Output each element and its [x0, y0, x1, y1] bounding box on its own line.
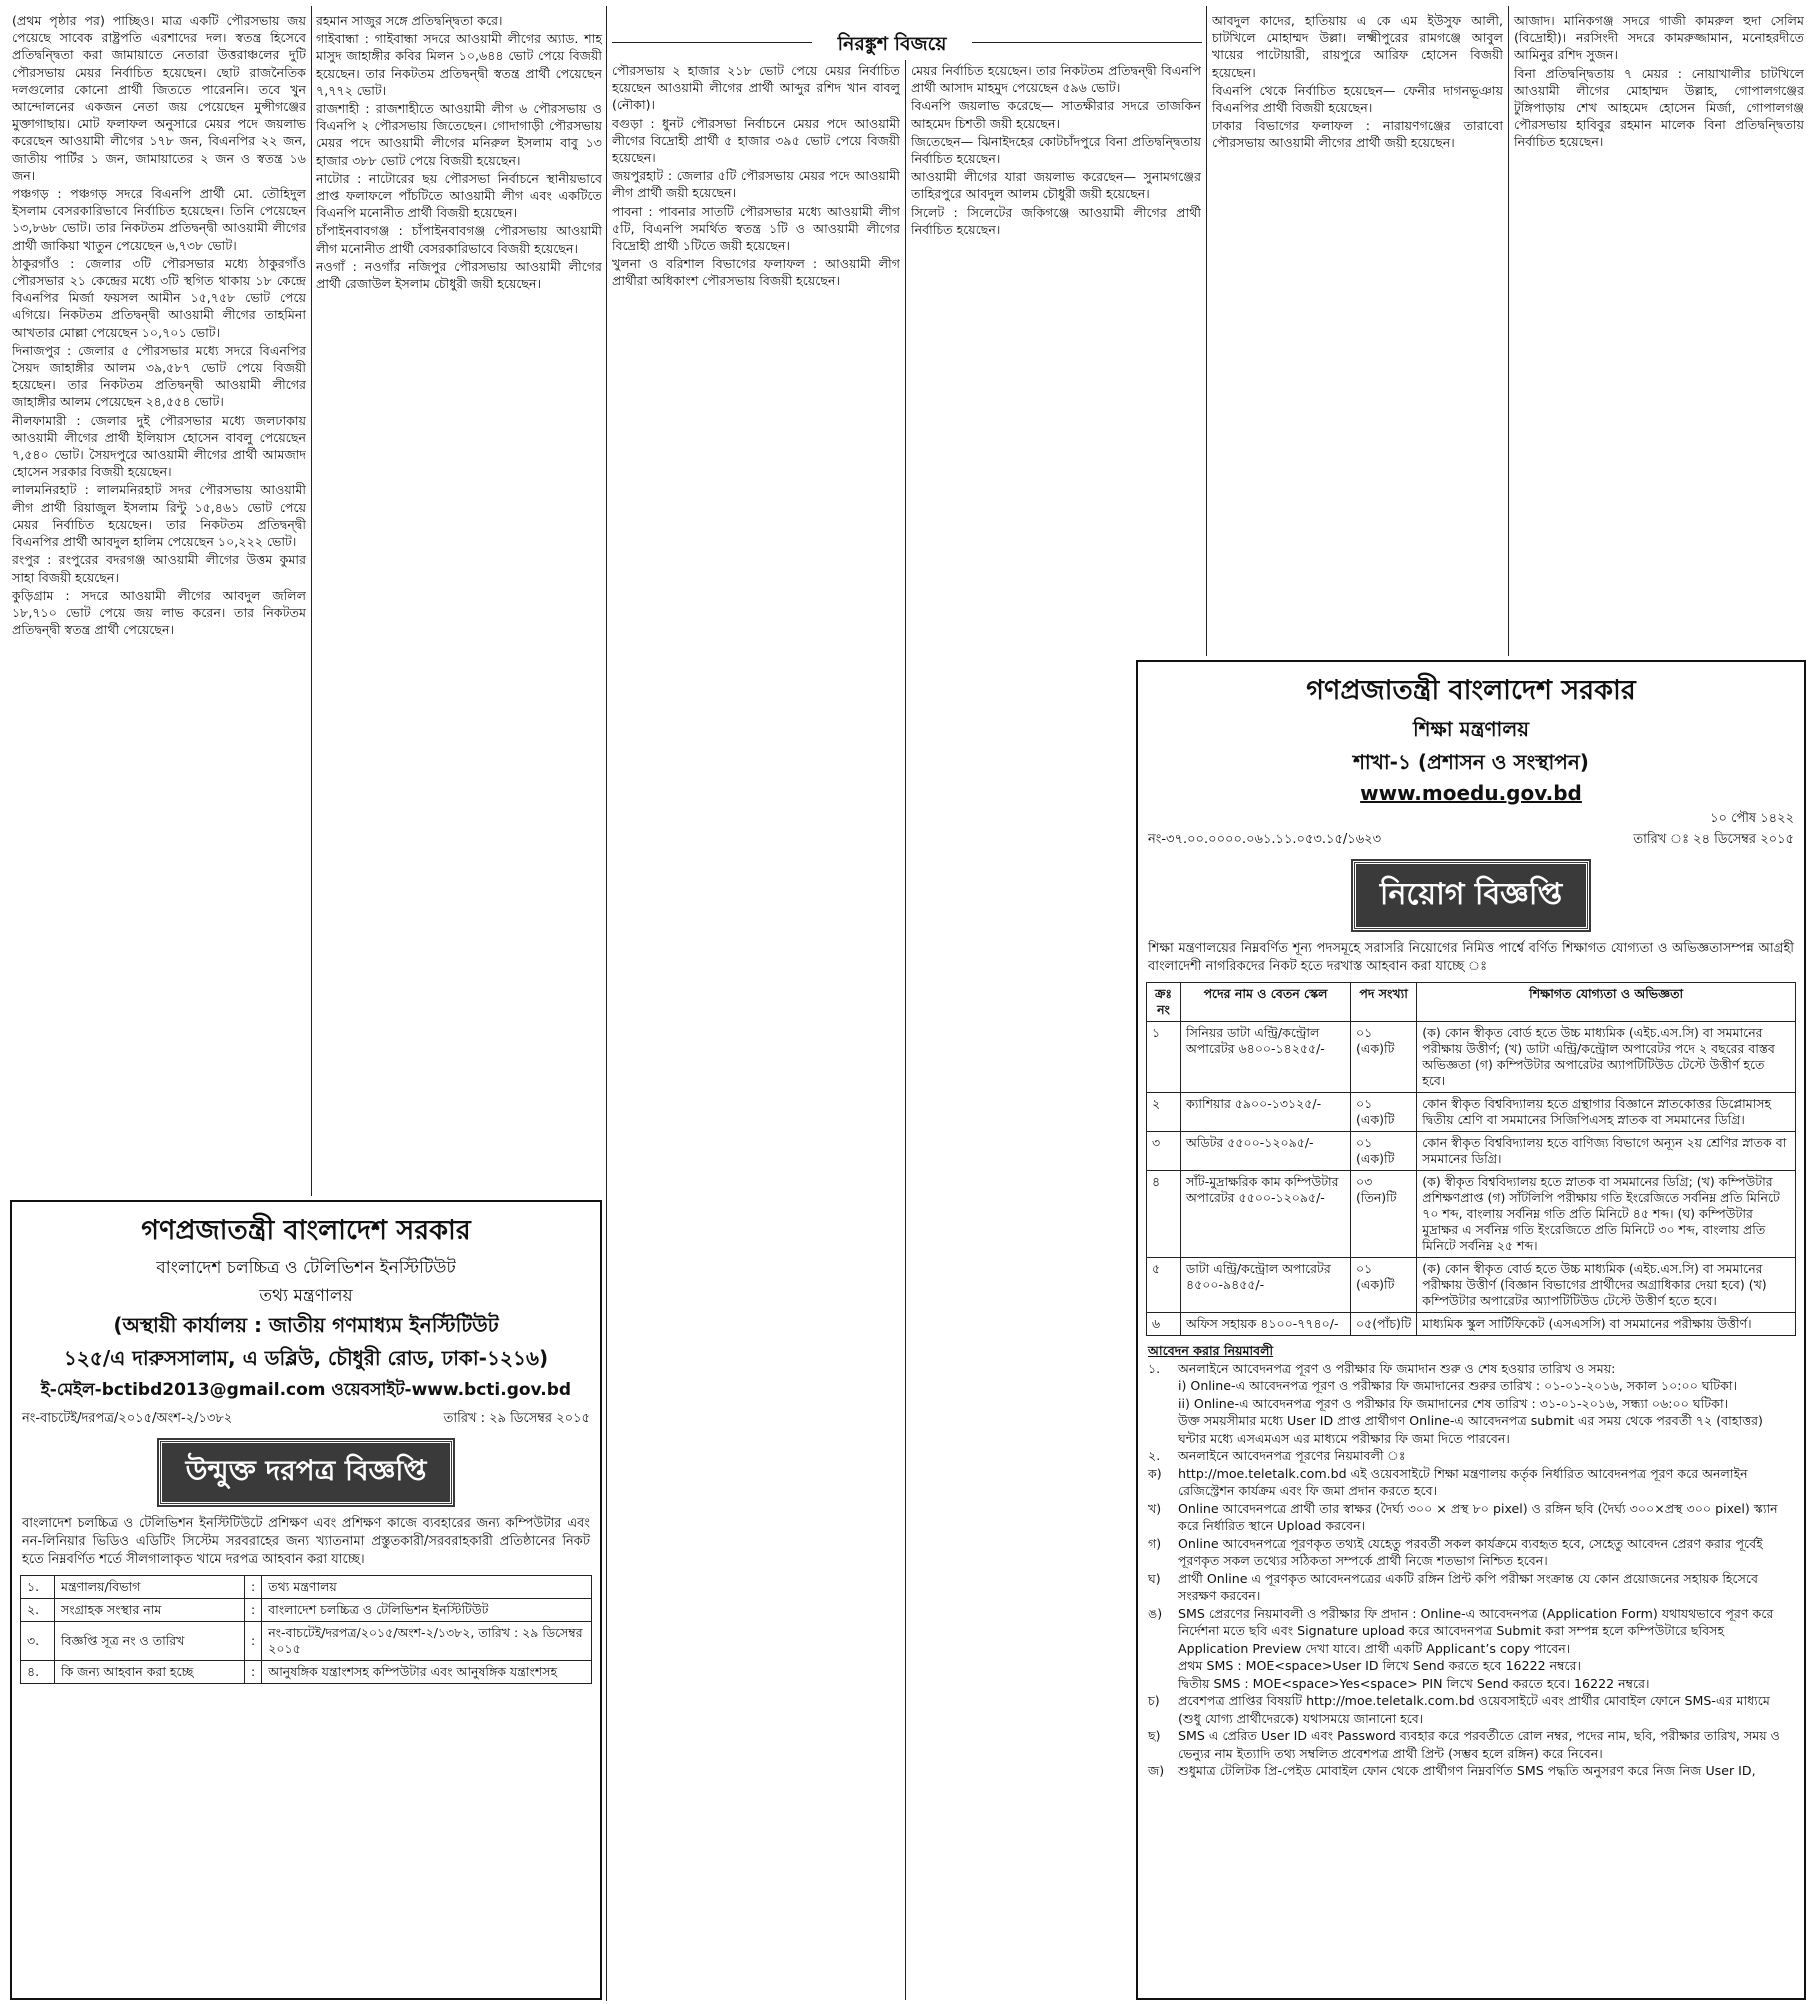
table-row [1147, 1171, 1796, 1258]
rule-text: Online আবেদনপত্রে পূরণকৃত তথ্যই যেহেতু পরবর্তী সকল কার্যক্রমে ব্যবহৃত হবে, সেহেতু আবেদন প্রেরণ করার পূর্বেই পূরণকৃত সকল তথ্যের সঠিকতা সম্পর্কে প্রার্থী নিজে শতভাগ নিশ্চিত হবেন। [1178, 1535, 1763, 1568]
cell: ৩. [21, 1622, 55, 1661]
rule-text: Online আবেদনপত্রে প্রার্থী তার স্বাক্ষর (দৈর্ঘ্য ৩০০ × প্রস্থ ৮০ pixel) ও রঙ্গিন ছবি (দৈর্ঘ্য ৩০০×প্রস্থ ৩০০ pixel) স্ক্যান করে নির্ধারিত স্থানে Upload করবেন। [1178, 1500, 1778, 1533]
table-row [1147, 1313, 1796, 1336]
cell: কি জন্য আহবান করা হচ্ছে [55, 1661, 245, 1684]
notice-address: ১২৫/এ দারুসসালাম, এ ডব্লিউ, চৌধুরী রোড, ঢাকা-১২১৬) [63, 1346, 549, 1370]
paragraph: রাজশাহী : রাজশাহীতে আওয়ামী লীগ ৬ পৌরসভায় ও বিএনপি ২ পৌরসভায় জিতেছেন। গোদাগাড়ী পৌরসভায় মেয়র পদে আওয়ামী লীগের মনিরুল ইসলাম বাবু ১৩ হাজার ৩৮৮ ভোট পেয়ে বিজয়ী হয়েছেন। [316, 101, 602, 168]
cell: ক্যাশিয়ার ৫৯০০-১৩১২৫/- [1181, 1093, 1351, 1132]
table-row [1147, 1258, 1796, 1313]
paragraph: পাবনা : পাবনার সাতটি পৌরসভার মধ্যে আওয়ামী লীগ ৫টি, বিএনপি সমর্থিত স্বতন্ত্র ১টি ও আওয়ামী লীগের বিদ্রোহী প্রার্থী ১টিতে জয়ী হয়েছেন। [612, 203, 900, 254]
table-row [21, 1576, 592, 1599]
paragraph: জিতেছেন— ঝিনাইদহের কোটচাঁদপুরে বিনা প্রতিদ্বন্দ্বিতায় নির্বাচিত হয়েছেন। [911, 133, 1201, 167]
application-rules [1138, 1342, 1804, 1780]
cell: ০১ (এক)টি [1351, 1022, 1417, 1093]
cell: সংগ্রাহক সংস্থার নাম [55, 1599, 245, 1622]
paragraph: আওয়ামী লীগের যারা জয়লাভ করেছেন— সুনামগঞ্জের তাহিরপুরে আবদুল আলম চৌধুরী জয়ী হয়েছেন। [911, 169, 1201, 202]
table-row [21, 1661, 592, 1684]
column-header: ক্রঃ নং [1147, 983, 1181, 1022]
cell: ০১ (এক)টি [1351, 1258, 1417, 1313]
cell: ০৩ (তিন)টি [1351, 1171, 1417, 1258]
rule-text: অনলাইনে আবেদনপত্র পূরণের নিয়মাবলী ঃ [1178, 1448, 1406, 1463]
table-row [21, 1599, 592, 1622]
cell: মন্ত্রণালয়/বিভাগ [55, 1576, 245, 1599]
rule-item [1148, 1692, 1794, 1727]
cell: আনুষঙ্গিক যন্ত্রাংশসহ কম্পিউটার এবং আনুষঙ্গিক যন্ত্রাংশসহ [262, 1661, 592, 1684]
table-row [1147, 1132, 1796, 1171]
notice-ministry: শিক্ষা মন্ত্রণালয় [1412, 717, 1530, 741]
rules-heading: আবেদন করার নিয়মাবলী [1148, 1343, 1274, 1358]
cell: ২ [1147, 1093, 1181, 1132]
table-row [21, 1622, 592, 1661]
cell: ০১ (এক)টি [1351, 1093, 1417, 1132]
paragraph: পৌরসভায় ২ হাজার ২১৮ ভোট পেয়ে মেয়র নির্বাচিত হয়েছেন আওয়ামী লীগের প্রার্থী আব্দুর রশিদ খান বাবলু (নৌকা)। [612, 63, 900, 113]
table-row [1147, 1022, 1796, 1093]
rule-item [1148, 1535, 1794, 1570]
rule-item [1148, 1762, 1794, 1780]
cell: ৪ [1147, 1171, 1181, 1258]
tender-intro: বাংলাদেশ চলচ্চিত্র ও টেলিভিশন ইনস্টিটিউটে প্রশিক্ষণ এবং প্রশিক্ষণ কাজে ব্যবহারের জন্য কম্পিউটার এবং নন-লিনিয়ার ভিডিও এডিটিং সিস্টেম সরবরাহের জন্য খ্যাতনামা প্রস্তুতকারী/সরবরাহকারী প্রতিষ্ঠানের নিকট হতে নিম্নবর্ণিত শর্তে সীলগালাকৃত খামে দরপত্র আহবান করা যাচ্ছে। [22, 1516, 590, 1567]
rule-key: ১. [1148, 1360, 1161, 1376]
rule-text: উক্ত সময়সীমার মধ্যে User ID প্রাপ্ত প্রার্থীগণ Online-এ আবেদনপত্র submit এর সময় থেকে পরবর্তী ৭২ (বাহাত্তর) ঘন্টার মধ্যে এসএমএস এর মাধ্যমে পরীক্ষার ফি জমা দিতে পারবেন। [1178, 1413, 1763, 1446]
rule-item [1148, 1360, 1794, 1378]
article-column-1 [12, 12, 306, 1192]
paragraph: বগুড়া : ধুনট পৌরসভা নির্বাচনে মেয়র পদে আওয়ামী লীগের বিদ্রোহী প্রার্থী ৫ হাজার ৩৯৫ ভোট পেয়ে বিজয়ী হয়েছেন। [612, 115, 900, 166]
notice-office: (অস্থায়ী কার্যালয় : জাতীয় গণমাধ্যম ইনস্টিটিউট [113, 1313, 499, 1337]
paragraph: নওগাঁ : নওগাঁর নজিপুর পৌরসভায় আওয়ামী লীগের প্রার্থী রেজাউল ইসলাম চৌধুরী জয়ী হয়েছেন। [316, 258, 602, 292]
column-header: শিক্ষাগত যোগ্যতা ও অভিজ্ঞতা [1417, 983, 1796, 1022]
cell: ১. [21, 1576, 55, 1599]
cell: (ক) স্বীকৃত বিশ্ববিদ্যালয় হতে স্নাতক বা সমমানের ডিগ্রি; (খ) কম্পিউটার প্রশিক্ষণপ্রাপ্ত (গ) সাঁটলিপি পরীক্ষায় গতি ইংরেজিতে সর্বনিম্ন প্রতি মিনিটে ৭০ শব্দ, বাংলায় সর্বনিম্ন গতি প্রতি মিনিটে ৪৫ শব্দ। (ঘ) কম্পিউটার মুদ্রাক্ষর এ সর্বনিম্ন গতি ইংরেজিতে প্রতি মিনিটে ৩০ শব্দ, বাংলায় প্রতি মিনিটে সর্বনিম্ন ২৫ শব্দ। [1417, 1171, 1796, 1258]
cell: বিজ্ঞপ্তি সূত্র নং ও তারিখ [55, 1622, 245, 1661]
rule-key [1148, 1395, 1172, 1413]
rule-item [1148, 1657, 1794, 1675]
rule-text: SMS প্রেরণের নিয়মাবলী ও পরীক্ষার ফি প্রদান : Online-এ আবেদনপত্র (Application Form) যথাযথভাবে পূরণ করে নির্দেশনা মতে ছবি এবং Signature upload করে আবেদনপত্র Submit করা সম্পন্ন হলে কম্পিউটারে ছবিসহ Application Preview দেখা যাবে। প্রার্থী একটি Applicant’s copy পাবেন। [1178, 1605, 1774, 1656]
notice-branch: শাখা-১ (প্রশাসন ও সংস্থাপন) [1353, 750, 1589, 774]
article-column-5 [1212, 12, 1503, 652]
notice-institute: বাংলাদেশ চলচ্চিত্র ও টেলিভিশন ইনস্টিটিউট [156, 1258, 456, 1278]
cell: ৫ [1147, 1258, 1181, 1313]
notice-title: গণপ্রজাতন্ত্রী বাংলাদেশ সরকার [1306, 675, 1636, 706]
rule-item [1148, 1465, 1794, 1500]
notice-date: তারিখ : ২৯ ডিসেম্বর ২০১৫ [443, 1411, 590, 1426]
rule-item [1148, 1500, 1794, 1535]
column-divider [905, 60, 906, 2000]
tender-notice [10, 1200, 602, 2000]
column-header: পদের নাম ও বেতন স্কেল [1181, 983, 1351, 1022]
memo-number: নং-৩৭.০০.০০০০.০৬১.১১.০৫৩.১৫/১৬২৩ [1148, 832, 1382, 847]
paragraph: মেয়র নির্বাচিত হয়েছেন। তার নিকটতম প্রতিদ্বন্দ্বী বিএনপি প্রার্থী আসাদ মাহমুদ পেয়েছেন ৫৯৬ ভোট। [911, 63, 1201, 96]
cell: ৪. [21, 1661, 55, 1684]
cell: সাঁট-মুদ্রাক্ষরিক কাম কম্পিউটার অপারেটর ৫৫০০-১২০৯৫/- [1181, 1171, 1351, 1258]
notice-intro: শিক্ষা মন্ত্রণালয়ের নিম্নবর্ণিত শূন্য পদসমূহে সরাসরি নিয়োগের নিমিত্ত পার্শ্বে বর্ণিত শিক্ষাগত যোগ্যতা ও অভিজ্ঞতাসম্পন্ন আগ্রহী বাংলাদেশী নাগরিকদের নিকট হতে দরখাস্ত আহবান করা যাচ্ছে ঃ [1148, 941, 1794, 974]
paragraph: (প্রথম পৃষ্ঠার পর) পাচ্ছিও। মাত্র একটি পৌরসভায় জয় পেয়েছে সাবেক রাষ্ট্রপতি এরশাদের দল। স্বতন্ত্র হিসেবে প্রতিদ্বন্দ্বিতা করা জামায়াতে নেতারা উত্তরাঞ্চলের দুটি পৌরসভায় মেয়র নির্বাচিত হয়েছেন। ছোট রাজনৈতিক দলগুলোর কোনো প্রার্থী জিততে পারেননি। তবে খুন আন্দোলনের একজন নেতা জয় পেয়েছেন মুন্সীগঞ্জের মুক্তাগাছায়। মোট ফলাফল অনুসারে মেয়র পদে জয়লাভ করেছেন আওয়ামী লীগের ১৭৮ জন, বিএনপির ২২ জন, জাতীয় পার্টির ১ জন, জামায়াতের ২ জন ও স্বতন্ত্র ১৬ জন। [12, 13, 306, 183]
date-english: ২৪ ডিসেম্বর ২০১৫ [1693, 832, 1794, 847]
article-column-2 [316, 12, 602, 1192]
cell: মাধ্যমিক স্কুল সার্টিফিকেট (এসএসসি) বা সমমানের পরীক্ষায় উত্তীর্ণ। [1417, 1313, 1796, 1336]
notice-contact: ই-মেইল-bctibd2013@gmail.com ওয়েবসাইট-www.bcti.gov.bd [40, 1380, 572, 1400]
tender-table [20, 1575, 592, 1684]
column-header: পদ সংখ্যা [1351, 983, 1417, 1022]
paragraph: কুড়িগ্রাম : সদরে আওয়ামী লীগের আবদুল জলিল ১৮,৭১০ ভোট পেয়ে জয় লাভ করেন। তার নিকটতম প্রতিদ্বন্দ্বী স্বতন্ত্র প্রার্থী পেয়েছেন। [12, 587, 306, 638]
notice-memo-row [1138, 830, 1804, 851]
cell: (ক) কোন স্বীকৃত বোর্ড হতে উচ্চ মাধ্যমিক (এইচ.এস.সি) বা সমমানের পরীক্ষায় উত্তীর্ণ; (খ) ডাটা এন্ট্রি/কন্ট্রোল অপারেটর পদে ২ বছরের বাস্তব অভিজ্ঞতা (গ) কম্পিউটার অপারেটর অ্যাপটিটিউড টেস্টে উত্তীর্ণ হতে হবে। [1417, 1022, 1796, 1093]
column-divider [606, 6, 607, 2001]
cell: কোন স্বীকৃত বিশ্ববিদ্যালয় হতে গ্রন্থাগার বিজ্ঞানে স্নাতকোত্তর ডিপ্লোমাসহ দ্বিতীয় শ্রেণি বা সমমানের সিজিপিএসহ স্নাতক বা সমমানের ডিগ্রি। [1417, 1093, 1796, 1132]
date-label: তারিখ ঃ [1633, 832, 1690, 847]
date-bangla: ১০ পৌষ ১৪২২ [1710, 811, 1794, 826]
ministry-website-link[interactable]: www.moedu.gov.bd [1360, 781, 1582, 805]
rule-key: খ) [1148, 1500, 1162, 1516]
paragraph: আজাদ। মানিকগঞ্জ সদরে গাজী কামরুল হুদা সেলিম (বিদ্রোহী)। নরসিংদী সদরে কামরুজ্জামান, মনোহরদীতে আমিনুর রশিদ সুজন। [1514, 13, 1804, 63]
rule-key: জ) [1148, 1763, 1165, 1778]
rule-key [1148, 1675, 1172, 1693]
paragraph: জয়পুরহাট : জেলার ৫টি পৌরসভায় মেয়র পদে আওয়ামী লীগ প্রার্থী জয়ী হয়েছেন। [612, 168, 900, 201]
cell: : [245, 1661, 262, 1684]
rule-text: দ্বিতীয় SMS : MOE<space>Yes<space> PIN লিখে Send করতে হবে। 16222 নম্বরে। [1178, 1675, 1650, 1691]
rule-key: চ) [1148, 1693, 1160, 1708]
rule-text: ii) Online-এ আবেদনপত্র পূরণ ও পরীক্ষার ফি জমাদানের শেষ তারিখ : ৩১-০১-২০১৬, সন্ধ্যা ০৬:০০ ঘটিকা। [1178, 1395, 1729, 1411]
paragraph: বিএনপি জয়লাভ করেছে— সাতক্ষীরার সদরে তাজকিন আহমেদ চিশতী জয়ী হয়েছেন। [911, 98, 1201, 131]
cell: (ক) কোন স্বীকৃত বোর্ড হতে উচ্চ মাধ্যমিক (এইচ.এস.সি) বা সমমানের পরীক্ষায় উত্তীর্ণ (বিজ্ঞান বিভাগের প্রার্থীদের অগ্রাধিকার দেয়া হবে) (খ) কম্পিউটার অপারেটর অ্যাপটিটিউড টেস্টে উত্তীর্ণ হতে হবে। [1417, 1258, 1796, 1313]
paragraph: বিএনপি থেকে নির্বাচিত হয়েছেন— ফেনীর দাগনভূঞায় বিএনপির প্রার্থী বিজয়ী হয়েছেন। [1212, 82, 1503, 116]
rule-key: ঙ) [1148, 1605, 1163, 1621]
paragraph: গাইবান্ধা : গাইবান্ধা সদরে আওয়ামী লীগের অ্যাড. শাহ মাসুদ জাহাঙ্গীর কবির মিলন ১০,৬৪৪ ভোট পেয়ে বিজয়ী হয়েছেন। তার নিকটতম প্রতিদ্বন্দ্বী স্বতন্ত্র প্রার্থী পেয়েছেন ৭,৭৭২ ভোট। [316, 31, 602, 98]
section-headline: নিরঙ্কুশ বিজয়ে [837, 33, 947, 55]
cell: ডাটা এন্ট্রি/কন্ট্রোল অপারেটর ৪৫০০-৯৪৫৫/- [1181, 1258, 1351, 1313]
rule-key: ছ) [1148, 1728, 1161, 1743]
rule-key: গ) [1148, 1535, 1162, 1551]
notice-date-row [1138, 809, 1804, 830]
rule-text: প্রথম SMS : MOE<space>User ID লিখে Send করতে হবে 16222 নম্বরে। [1178, 1658, 1582, 1673]
rule-text: i) Online-এ আবেদনপত্র পূরণ ও পরীক্ষার ফি জমাদানের শুরুর তারিখ : ০১-০১-২০১৬, সকাল ১০:০০ ঘটিকা। [1178, 1378, 1738, 1393]
cell: নং-বাচটেই/দরপত্র/২০১৫/অংশ-২/১৩৮২, তারিখ : ২৯ ডিসেম্বর ২০১৫ [262, 1622, 592, 1661]
rule-item [1148, 1412, 1794, 1447]
cell: কোন স্বীকৃত বিশ্ববিদ্যালয় হতে বাণিজ্য বিভাগে অন্যূন ২য় শ্রেণির স্নাতক বা সমমানের ডিগ্রি। [1417, 1132, 1796, 1171]
rule-key [1148, 1412, 1172, 1447]
paragraph: পঞ্চগড় : পঞ্চগড় সদরে বিএনপি প্রার্থী মো. তৌহিদুল ইসলাম বেসরকারিভাবে নির্বাচিত হয়েছেন। তিনি পেয়েছেন ১৩,৮৬৮ ভোট। তার নিকটতম প্রতিদ্বন্দ্বী আওয়ামী লীগের প্রার্থী জাকিয়া খাতুন পেয়েছেন ৬,৭৩৮ ভোট। [12, 186, 306, 253]
notice-ministry: তথ্য মন্ত্রণালয় [259, 1286, 353, 1306]
cell: : [245, 1622, 262, 1661]
cell: ০৫(পাঁচ)টি [1351, 1313, 1417, 1336]
paragraph: চাঁপাইনবাবগঞ্জ : চাঁপাইনবাবগঞ্জ পৌরসভায় আওয়ামী লীগ মনোনীত প্রার্থী বেসরকারিভাবে বিজয়ী হয়েছেন। [316, 223, 602, 256]
column-divider [1508, 6, 1509, 656]
cell: অডিটর ৫৫০০-১২০৯৫/- [1181, 1132, 1351, 1171]
paragraph: দিনাজপুর : জেলার ৫ পৌরসভার মধ্যে সদরে বিএনপির সৈয়দ জাহাঙ্গীর আলম ৩৯,৫৮৭ ভোট পেয়ে বিজয়ী হয়েছেন। তার নিকটতম প্রতিদ্বন্দ্বী আওয়ামী লীগের জাহাঙ্গীর আলম পেয়েছেন ২৪,৫৫৪ ভোট। [12, 342, 306, 410]
paragraph: লালমনিরহাট : লালমনিরহাট সদর পৌরসভায় আওয়ামী লীগ প্রার্থী রিয়াজুল ইসলাম রিন্টু ১৫,৪৬১ ভোট পেয়ে মেয়র নির্বাচিত হয়েছেন। তার নিকটতম প্রতিদ্বন্দ্বী বিএনপির প্রার্থী আবদুল হালিম পেয়েছেন ১০,২২২ ভোট। [12, 482, 306, 550]
cell: ২. [21, 1599, 55, 1622]
recruitment-banner: নিয়োগ বিজ্ঞপ্তি [1353, 861, 1589, 930]
table-row [1147, 1093, 1796, 1132]
cell: : [245, 1599, 262, 1622]
cell: ১ [1147, 1022, 1181, 1093]
rule-item [1148, 1447, 1794, 1465]
rule-text: প্রবেশপত্র প্রাপ্তির বিষয়টি http://moe.teletalk.com.bd ওয়েবসাইটে এবং প্রার্থীর মোবাইল ফোনে SMS-এর মাধ্যমে (শুধু যোগ্য প্রার্থীদেরকে) যথাসময়ে জানানো হবে। [1178, 1693, 1770, 1726]
article-column-6 [1514, 12, 1804, 652]
rule-text: অনলাইনে আবেদনপত্র পূরণ ও পরীক্ষার ফি জমাদান শুরু ও শেষ হওয়ার তারিখ ও সময়: [1178, 1360, 1616, 1376]
cell: : [245, 1576, 262, 1599]
rule-item [1148, 1570, 1794, 1605]
rule-item [1148, 1605, 1794, 1658]
cell: অফিস সহায়ক ৪১০০-৭৭৪০/- [1181, 1313, 1351, 1336]
rule-text: http://moe.teletalk.com.bd এই ওয়েবসাইটে শিক্ষা মন্ত্রণালয় কর্তৃক নির্ধারিত আবেদনপত্র পূরণ করে অনলাইন রেজিস্ট্রেশন কার্যক্রম এবং ফি জমা প্রদান করতে হবে। [1178, 1465, 1748, 1498]
rule-key: ঘ) [1148, 1570, 1161, 1586]
cell: ৬ [1147, 1313, 1181, 1336]
rule-key: ২. [1148, 1448, 1161, 1463]
rule-item [1148, 1395, 1794, 1413]
column-divider [311, 6, 312, 1196]
rule-item [1148, 1377, 1794, 1395]
cell: ০১ (এক)টি [1351, 1132, 1417, 1171]
table-header-row [1147, 983, 1796, 1022]
paragraph: আবদুল কাদের, হাতিয়ায় এ কে এম ইউসুফ আলী, চাটখিলে মোহাম্মদ উল্লা। লক্ষ্মীপুরের রামগঞ্জে আবুল খায়ের পাটোয়ারী, রায়পুরে আরিফ হোসেন বিজয়ী হয়েছেন। [1212, 13, 1503, 80]
rule-key [1148, 1377, 1172, 1395]
rule-text: প্রার্থী Online এ পূরণকৃত আবেদনপত্রের একটি রঙ্গিন প্রিন্ট কপি পরীক্ষা সংক্রান্ত যে কোন প্রয়োজনের সহায়ক হিসেবে সংরক্ষণ করবেন। [1178, 1570, 1759, 1603]
paragraph: নীলফামারী : জেলার দুই পৌরসভার মধ্যে জলঢাকায় আওয়ামী লীগের প্রার্থী ইলিয়াস হোসেন বাবলু পেয়েছেন ৭,৫৪০ ভোট। সৈয়দপুরে আওয়ামী লীগের প্রার্থী আমজাদ হোসেন সরকার বিজয়ী হয়েছেন। [12, 412, 306, 480]
tender-banner: উন্মুক্ত দরপত্র বিজ্ঞপ্তি [159, 1440, 454, 1505]
rule-item [1148, 1675, 1794, 1693]
paragraph: বিনা প্রতিদ্বন্দ্বিতায় ৭ মেয়র : নোয়াখালীর চাটখিলে আওয়ামী লীগের মোহাম্মদ উল্লাহ, গোপালগঞ্জের টুঙ্গিপাড়ায় শেখ আহমেদ হোসেন মির্জা, গোপালগঞ্জ পৌরসভায় হাবিবুর রহমান মালেক বিনা প্রতিদ্বন্দ্বিতায় নির্বাচিত হয়েছেন। [1514, 65, 1804, 150]
paragraph: রংপুর : রংপুরের বদরগঞ্জ আওয়ামী লীগের উত্তম কুমার সাহা বিজয়ী হয়েছেন। [12, 552, 306, 585]
cell: সিনিয়র ডাটা এন্ট্রি/কন্ট্রোল অপারেটর ৬৪০০-১৪২৫৫/- [1181, 1022, 1351, 1093]
paragraph: খুলনা ও বরিশাল বিভাগের ফলাফল : আওয়ামী লীগ প্রার্থীরা অধিকাংশ পৌরসভায় বিজয়ী হয়েছেন। [612, 256, 900, 289]
paragraph: সিলেট : সিলেটের জকিগঞ্জে আওয়ামী লীগের প্রার্থী নির্বাচিত হয়েছেন। [911, 204, 1201, 237]
paragraph: নাটোর : নাটোরের ছয় পৌরসভা নির্বাচনে স্থানীয়ভাবে প্রাপ্ত ফলাফলে পাঁচটিতে আওয়ামী লীগ এবং একটিতে বিএনপি মনোনীত প্রার্থী বিজয়ী হয়েছেন। [316, 170, 602, 221]
paragraph: ঠাকুরগাঁও : জেলার ৩টি পৌরসভার মধ্যে ঠাকুরগাঁও পৌরসভার ২১ কেন্দ্রের মধ্যে ৩টি স্থগিত থাকায় ১৮ কেন্দ্রে বিএনপির মির্জা ফয়সল আমীন ১৫,৭৫৮ ভোট পেয়ে এগিয়ে। নিকটতম প্রতিদ্বন্দ্বী আওয়ামী লীগের তাহমিনা আখতার মোল্লা পেয়েছেন ১০,৭০১ ভোট। [12, 255, 306, 340]
memo-number: নং-বাচটেই/দরপত্র/২০১৫/অংশ-২/১৩৮২ [22, 1411, 233, 1426]
headline-rule-right [972, 42, 1202, 43]
recruitment-notice [1136, 660, 1806, 2000]
rule-item [1148, 1727, 1794, 1762]
rule-key [1148, 1657, 1172, 1675]
article-column-3 [612, 62, 900, 1997]
vacancy-table [1146, 982, 1796, 1336]
cell: তথ্য মন্ত্রণালয় [262, 1576, 592, 1599]
paragraph: রহমান সাজুর সঙ্গে প্রতিদ্বন্দ্বিতা করে। [316, 13, 503, 28]
rule-text: শুধুমাত্র টেলিটক প্রি-পেইড মোবাইল ফোন থেকে প্রার্থীগণ নিম্নবর্ণিত SMS পদ্ধতি অনুসরণ করে নিজ নিজ User ID, [1178, 1763, 1756, 1778]
cell: ৩ [1147, 1132, 1181, 1171]
notice-title: গণপ্রজাতন্ত্রী বাংলাদেশ সরকার [141, 1215, 471, 1246]
column-divider [1206, 6, 1207, 656]
rule-text: SMS এ প্রেরিত User ID এবং Password ব্যবহার করে পরবর্তীতে রোল নম্বর, পদের নাম, ছবি, পরীক্ষার তারিখ, সময় ও ভেন্যুর নাম ইত্যাদি তথ্য সম্বলিত প্রবেশপত্র প্রার্থী প্রিন্ট (সম্ভব হলে রঙ্গিন) করে নিবেন। [1178, 1728, 1780, 1761]
paragraph: ঢাকার বিভাগের ফলাফল : নারায়ণগঞ্জের তারাবো পৌরসভায় আওয়ামী লীগের প্রার্থী জয়ী হয়েছেন। [1212, 118, 1503, 151]
notice-memo-row [12, 1409, 600, 1430]
rule-key: ক) [1148, 1465, 1162, 1481]
cell: বাংলাদেশ চলচ্চিত্র ও টেলিভিশন ইনস্টিটিউট [262, 1599, 592, 1622]
